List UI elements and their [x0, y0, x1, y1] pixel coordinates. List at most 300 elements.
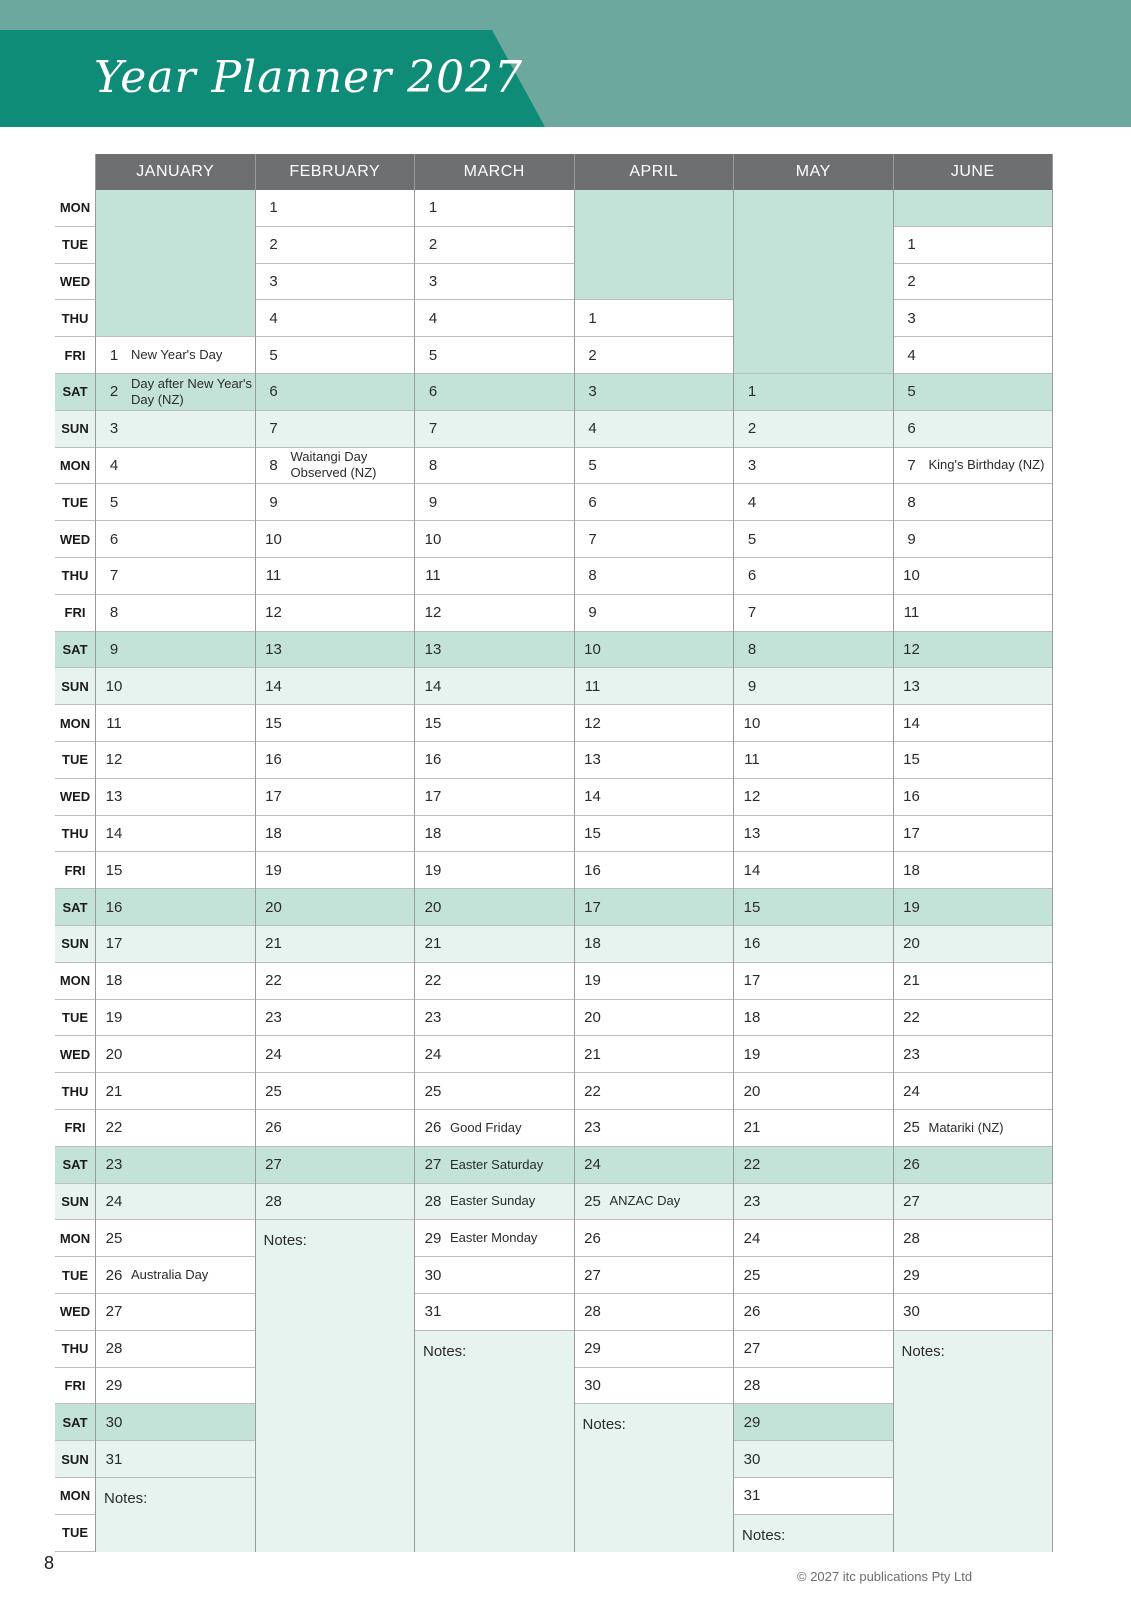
day-cell[interactable]	[414, 852, 574, 889]
day-number: 12	[265, 604, 282, 622]
day-cell[interactable]	[95, 632, 255, 669]
weekday-label: TUE	[55, 1257, 95, 1294]
weekday-label: SAT	[55, 1404, 95, 1441]
day-cell[interactable]	[893, 705, 1053, 742]
day-cell[interactable]	[95, 1368, 255, 1405]
day-cell[interactable]	[255, 300, 415, 337]
day-cell[interactable]	[255, 668, 415, 705]
weekday-label: WED	[55, 779, 95, 816]
day-cell[interactable]	[95, 1000, 255, 1037]
day-cell[interactable]	[733, 1147, 893, 1184]
day-number: 30	[743, 1450, 761, 1468]
day-number: 9	[747, 677, 757, 695]
day-cell[interactable]	[95, 705, 255, 742]
day-number: 25	[105, 1229, 123, 1247]
day-cell[interactable]	[414, 632, 574, 669]
weekday-label: SUN	[55, 926, 95, 963]
day-number: 8	[747, 640, 757, 658]
day-number: 7	[747, 604, 757, 622]
day-number: 18	[265, 824, 282, 842]
day-number: 19	[424, 861, 442, 879]
day-cell[interactable]	[893, 1110, 1053, 1147]
day-cell[interactable]	[733, 1110, 893, 1147]
day-number: 3	[269, 272, 278, 290]
weekday-label: FRI	[55, 1110, 95, 1147]
day-cell[interactable]	[414, 1220, 574, 1257]
day-cell[interactable]	[574, 963, 734, 1000]
day-cell[interactable]	[893, 337, 1053, 374]
day-number: 24	[105, 1192, 123, 1210]
day-cell[interactable]	[574, 1036, 734, 1073]
day-cell[interactable]	[733, 1478, 893, 1515]
day-cell[interactable]	[255, 926, 415, 963]
day-number: 30	[584, 1376, 601, 1394]
day-cell[interactable]	[893, 963, 1053, 1000]
day-number: 21	[105, 1082, 123, 1100]
day-cell[interactable]	[95, 816, 255, 853]
day-cell[interactable]	[414, 1110, 574, 1147]
day-cell[interactable]	[414, 1000, 574, 1037]
weekday-label: MON	[55, 963, 95, 1000]
day-cell[interactable]	[414, 816, 574, 853]
day-cell[interactable]	[893, 742, 1053, 779]
day-cell[interactable]	[574, 411, 734, 448]
day-number: 19	[743, 1045, 761, 1063]
day-cell[interactable]	[255, 779, 415, 816]
day-cell[interactable]	[574, 1073, 734, 1110]
day-number: 7	[428, 420, 438, 438]
day-number: 4	[747, 493, 757, 511]
day-number: 26	[584, 1229, 601, 1247]
day-cell[interactable]	[414, 1073, 574, 1110]
day-number: 24	[584, 1156, 601, 1174]
day-number: 6	[907, 420, 916, 438]
day-number: 23	[743, 1192, 761, 1210]
day-cell[interactable]	[893, 227, 1053, 264]
day-cell[interactable]	[893, 374, 1053, 411]
day-cell[interactable]	[255, 1073, 415, 1110]
day-cell[interactable]	[574, 521, 734, 558]
day-cell[interactable]	[733, 1036, 893, 1073]
day-number: 13	[743, 824, 761, 842]
weekday-label: SUN	[55, 668, 95, 705]
day-number: 30	[105, 1413, 123, 1431]
day-cell[interactable]	[893, 411, 1053, 448]
month-header: MARCH	[414, 154, 574, 190]
day-cell[interactable]	[574, 632, 734, 669]
day-cell[interactable]	[95, 779, 255, 816]
day-cell[interactable]	[893, 926, 1053, 963]
day-number: 27	[903, 1192, 920, 1210]
day-cell[interactable]	[414, 227, 574, 264]
day-number: 21	[903, 972, 920, 990]
day-cell[interactable]	[733, 632, 893, 669]
day-cell[interactable]	[255, 852, 415, 889]
empty-cell	[574, 190, 734, 300]
day-number: 24	[424, 1045, 442, 1063]
day-number: 25	[903, 1119, 920, 1137]
day-cell[interactable]	[893, 1000, 1053, 1037]
notes-area[interactable]: Notes:	[414, 1331, 574, 1552]
day-number: 3	[588, 383, 597, 401]
day-number: 22	[743, 1156, 761, 1174]
day-number: 15	[424, 714, 442, 732]
day-cell[interactable]	[733, 889, 893, 926]
notes-area[interactable]: Notes:	[255, 1220, 415, 1551]
day-cell[interactable]	[414, 411, 574, 448]
day-cell[interactable]	[893, 448, 1053, 485]
day-cell[interactable]	[733, 374, 893, 411]
day-cell[interactable]	[893, 632, 1053, 669]
day-number: 10	[105, 677, 123, 695]
day-cell[interactable]	[414, 705, 574, 742]
day-number: 6	[428, 383, 438, 401]
day-cell[interactable]	[574, 1000, 734, 1037]
day-number: 27	[265, 1156, 282, 1174]
day-cell[interactable]	[95, 1331, 255, 1368]
day-number: 18	[424, 824, 442, 842]
day-cell[interactable]	[574, 558, 734, 595]
day-cell[interactable]	[255, 484, 415, 521]
day-cell[interactable]	[574, 1257, 734, 1294]
day-cell[interactable]	[893, 852, 1053, 889]
day-cell[interactable]	[95, 1073, 255, 1110]
day-cell[interactable]	[414, 190, 574, 227]
day-number: 23	[105, 1156, 123, 1174]
day-number: 6	[588, 493, 597, 511]
day-number: 6	[269, 383, 278, 401]
day-cell[interactable]	[255, 411, 415, 448]
day-cell[interactable]	[574, 595, 734, 632]
day-cell[interactable]	[255, 1110, 415, 1147]
day-number: 29	[903, 1266, 920, 1284]
column-divider	[893, 154, 894, 1552]
day-cell[interactable]	[574, 742, 734, 779]
day-cell[interactable]	[574, 668, 734, 705]
day-cell[interactable]	[255, 1036, 415, 1073]
day-cell[interactable]	[733, 1184, 893, 1221]
day-cell[interactable]	[893, 521, 1053, 558]
day-cell[interactable]	[733, 411, 893, 448]
day-cell[interactable]	[733, 595, 893, 632]
day-cell[interactable]	[733, 816, 893, 853]
day-number: 4	[907, 346, 916, 364]
day-number: 10	[424, 530, 442, 548]
day-cell[interactable]	[733, 448, 893, 485]
notes-area[interactable]: Notes:	[733, 1515, 893, 1552]
day-cell[interactable]	[255, 448, 415, 485]
day-cell[interactable]	[414, 668, 574, 705]
day-number: 16	[584, 861, 601, 879]
day-number: 1	[428, 199, 438, 217]
day-cell[interactable]	[95, 1147, 255, 1184]
day-number: 24	[903, 1082, 920, 1100]
day-cell[interactable]	[255, 1000, 415, 1037]
column-divider	[95, 154, 96, 1552]
day-cell[interactable]	[95, 963, 255, 1000]
day-cell[interactable]	[414, 1294, 574, 1331]
day-cell[interactable]	[255, 632, 415, 669]
day-number: 21	[743, 1119, 761, 1137]
day-number: 25	[584, 1192, 601, 1210]
weekday-label: FRI	[55, 595, 95, 632]
day-cell[interactable]	[95, 889, 255, 926]
notes-area[interactable]: Notes:	[893, 1331, 1053, 1552]
weekday-label: THU	[55, 558, 95, 595]
day-cell[interactable]	[733, 558, 893, 595]
day-cell[interactable]	[255, 521, 415, 558]
day-cell[interactable]	[574, 1184, 734, 1221]
day-cell[interactable]	[733, 521, 893, 558]
day-cell[interactable]	[255, 1184, 415, 1221]
month-header: JANUARY	[95, 154, 255, 190]
weekday-label: SUN	[55, 411, 95, 448]
day-cell[interactable]	[414, 779, 574, 816]
day-number: 17	[424, 788, 442, 806]
day-cell[interactable]	[733, 963, 893, 1000]
day-number: 11	[265, 567, 282, 585]
day-cell[interactable]	[733, 1368, 893, 1405]
day-cell[interactable]	[574, 448, 734, 485]
day-cell[interactable]	[95, 1036, 255, 1073]
day-cell[interactable]	[414, 521, 574, 558]
day-number: 18	[903, 861, 920, 879]
month-header: JUNE	[893, 154, 1053, 190]
weekday-label: TUE	[55, 1000, 95, 1037]
day-cell[interactable]	[414, 595, 574, 632]
day-cell[interactable]	[255, 963, 415, 1000]
day-cell[interactable]	[574, 300, 734, 337]
day-cell[interactable]	[574, 1294, 734, 1331]
day-cell[interactable]	[574, 1110, 734, 1147]
day-cell[interactable]	[574, 1220, 734, 1257]
day-cell[interactable]	[574, 1368, 734, 1405]
day-number: 13	[265, 640, 282, 658]
day-cell[interactable]	[893, 264, 1053, 301]
day-cell[interactable]	[95, 521, 255, 558]
day-cell[interactable]	[414, 300, 574, 337]
day-cell[interactable]	[893, 668, 1053, 705]
day-number: 29	[584, 1340, 601, 1358]
day-number: 29	[424, 1229, 442, 1247]
day-cell[interactable]	[255, 227, 415, 264]
day-cell[interactable]	[95, 668, 255, 705]
day-cell[interactable]	[414, 448, 574, 485]
day-cell[interactable]	[255, 264, 415, 301]
day-cell[interactable]	[574, 852, 734, 889]
day-number: 5	[428, 346, 438, 364]
day-cell[interactable]	[733, 1441, 893, 1478]
day-cell[interactable]	[733, 1073, 893, 1110]
day-cell[interactable]	[733, 484, 893, 521]
day-cell[interactable]	[893, 558, 1053, 595]
day-number: 28	[743, 1376, 761, 1394]
day-number: 11	[903, 604, 920, 622]
day-number: 19	[584, 972, 601, 990]
day-cell[interactable]	[574, 705, 734, 742]
day-number: 6	[747, 567, 757, 585]
day-number: 12	[424, 604, 442, 622]
day-number: 31	[105, 1450, 123, 1468]
day-number: 6	[109, 530, 119, 548]
day-number: 5	[907, 383, 916, 401]
weekday-label: WED	[55, 264, 95, 301]
day-cell[interactable]	[574, 1331, 734, 1368]
day-cell[interactable]	[893, 1294, 1053, 1331]
day-cell[interactable]	[733, 1220, 893, 1257]
day-cell[interactable]	[893, 779, 1053, 816]
day-number: 22	[903, 1008, 920, 1026]
month-header: MAY	[733, 154, 893, 190]
day-number: 3	[747, 456, 757, 474]
day-cell[interactable]	[414, 264, 574, 301]
holiday-label: ANZAC Day	[609, 1193, 681, 1209]
weekday-label: MON	[55, 190, 95, 227]
holiday-label: Good Friday	[450, 1119, 522, 1135]
day-number: 14	[424, 677, 442, 695]
day-cell[interactable]	[733, 1000, 893, 1037]
day-cell[interactable]	[574, 484, 734, 521]
day-cell[interactable]	[95, 374, 255, 411]
day-cell[interactable]	[255, 816, 415, 853]
day-number: 1	[907, 236, 916, 254]
day-cell[interactable]	[95, 852, 255, 889]
day-number: 4	[588, 420, 597, 438]
day-cell[interactable]	[733, 668, 893, 705]
day-number: 21	[424, 935, 442, 953]
day-cell[interactable]	[893, 1073, 1053, 1110]
day-cell[interactable]	[414, 337, 574, 374]
day-cell[interactable]	[95, 1257, 255, 1294]
day-cell[interactable]	[733, 926, 893, 963]
weekday-label: FRI	[55, 1368, 95, 1405]
day-cell[interactable]	[893, 300, 1053, 337]
day-cell[interactable]	[95, 558, 255, 595]
day-cell[interactable]	[95, 1294, 255, 1331]
day-cell[interactable]	[255, 337, 415, 374]
notes-area[interactable]: Notes:	[574, 1404, 734, 1551]
day-number: 14	[584, 788, 601, 806]
day-cell[interactable]	[414, 963, 574, 1000]
day-number: 10	[743, 714, 761, 732]
day-cell[interactable]	[733, 1404, 893, 1441]
day-cell[interactable]	[893, 484, 1053, 521]
day-cell[interactable]	[255, 190, 415, 227]
day-number: 15	[903, 751, 920, 769]
day-cell[interactable]	[893, 889, 1053, 926]
day-cell[interactable]	[733, 1331, 893, 1368]
day-cell[interactable]	[95, 411, 255, 448]
day-cell[interactable]	[95, 484, 255, 521]
day-cell[interactable]	[414, 484, 574, 521]
day-number: 14	[105, 824, 123, 842]
day-cell[interactable]	[574, 337, 734, 374]
day-number: 18	[105, 972, 123, 990]
weekday-label: SUN	[55, 1184, 95, 1221]
month-header: APRIL	[574, 154, 734, 190]
weekday-label: TUE	[55, 1515, 95, 1552]
day-cell[interactable]	[95, 742, 255, 779]
day-cell[interactable]	[414, 889, 574, 926]
day-cell[interactable]	[95, 1441, 255, 1478]
day-cell[interactable]	[574, 779, 734, 816]
day-cell[interactable]	[95, 595, 255, 632]
day-cell[interactable]	[893, 1147, 1053, 1184]
day-number: 11	[106, 714, 122, 732]
weekday-label: SAT	[55, 889, 95, 926]
day-number: 17	[584, 898, 601, 916]
day-cell[interactable]	[95, 1220, 255, 1257]
day-cell[interactable]	[733, 779, 893, 816]
day-cell[interactable]	[255, 889, 415, 926]
day-number: 28	[265, 1192, 282, 1210]
day-cell[interactable]	[733, 852, 893, 889]
day-cell[interactable]	[414, 558, 574, 595]
day-cell[interactable]	[255, 705, 415, 742]
day-cell[interactable]	[574, 816, 734, 853]
day-cell[interactable]	[893, 595, 1053, 632]
day-cell[interactable]	[733, 1257, 893, 1294]
day-cell[interactable]	[95, 1184, 255, 1221]
day-cell[interactable]	[893, 816, 1053, 853]
day-cell[interactable]	[733, 705, 893, 742]
day-cell[interactable]	[95, 1110, 255, 1147]
weekday-label: SUN	[55, 1441, 95, 1478]
day-cell[interactable]	[95, 1404, 255, 1441]
day-cell[interactable]	[414, 1257, 574, 1294]
day-cell[interactable]	[414, 1147, 574, 1184]
holiday-label: Australia Day	[131, 1267, 209, 1283]
day-number: 20	[584, 1008, 601, 1026]
day-number: 5	[747, 530, 757, 548]
day-number: 1	[588, 309, 597, 327]
day-number: 28	[584, 1303, 601, 1321]
day-cell[interactable]	[893, 1257, 1053, 1294]
day-number: 11	[425, 567, 441, 585]
month-header: FEBRUARY	[255, 154, 415, 190]
day-cell[interactable]	[893, 1220, 1053, 1257]
day-number: 15	[743, 898, 761, 916]
day-cell[interactable]	[255, 595, 415, 632]
day-cell[interactable]	[95, 337, 255, 374]
day-cell[interactable]	[255, 374, 415, 411]
day-cell[interactable]	[574, 889, 734, 926]
day-cell[interactable]	[893, 1184, 1053, 1221]
day-cell[interactable]	[574, 926, 734, 963]
day-cell[interactable]	[414, 742, 574, 779]
day-cell[interactable]	[733, 742, 893, 779]
day-cell[interactable]	[414, 1036, 574, 1073]
day-cell[interactable]	[414, 374, 574, 411]
day-cell[interactable]	[893, 1036, 1053, 1073]
day-cell[interactable]	[574, 1147, 734, 1184]
day-cell[interactable]	[95, 448, 255, 485]
day-number: 26	[105, 1266, 123, 1284]
notes-area[interactable]: Notes:	[95, 1478, 255, 1552]
day-cell[interactable]	[414, 926, 574, 963]
weekday-label: SAT	[55, 374, 95, 411]
day-cell[interactable]	[574, 374, 734, 411]
day-cell[interactable]	[95, 926, 255, 963]
day-cell[interactable]	[255, 742, 415, 779]
day-cell[interactable]	[733, 1294, 893, 1331]
day-number: 18	[743, 1008, 761, 1026]
day-cell[interactable]	[255, 558, 415, 595]
day-number: 28	[105, 1340, 123, 1358]
day-cell[interactable]	[255, 1147, 415, 1184]
day-cell[interactable]	[414, 1184, 574, 1221]
weekday-label: MON	[55, 448, 95, 485]
